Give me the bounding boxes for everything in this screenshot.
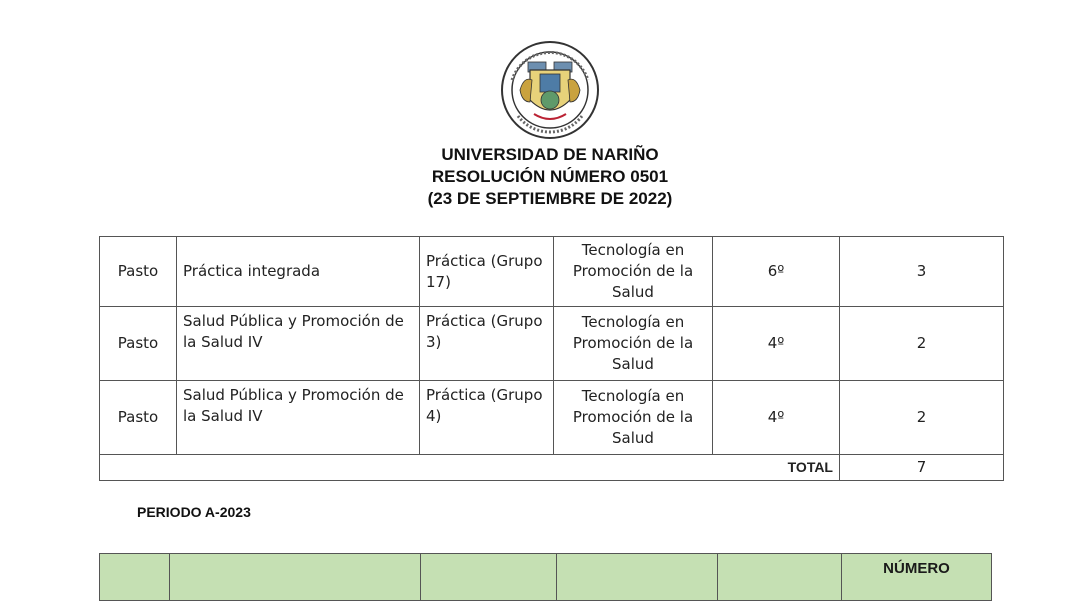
asignatura-cell: Salud Pública y Promoción de la Salud IV [177,381,420,455]
numero-cell: 3 [840,237,1004,307]
numero-cell: 2 [840,381,1004,455]
header-cell [718,554,842,601]
resolution-date: (23 DE SEPTIEMBRE DE 2022) [427,189,673,208]
university-name: UNIVERSIDAD DE NARIÑO [441,145,659,164]
resolution-number: RESOLUCIÓN NÚMERO 0501 [431,167,669,186]
semestre-cell: 4º [713,307,840,381]
period-heading: PERIODO A-2023 [137,504,251,520]
document-header [0,144,1068,210]
semestre-cell: 6º [713,237,840,307]
period-table-header [99,553,992,601]
tipo-cell: Práctica (Grupo 3) [420,307,554,381]
table-row [100,237,1004,307]
header-row [100,554,992,601]
asignatura-cell: Salud Pública y Promoción de la Salud IV [177,307,420,381]
programa-cell: Tecnología en Promoción de la Salud [554,237,713,307]
university-seal-logo [500,40,600,140]
tipo-cell: Práctica (Grupo 4) [420,381,554,455]
sede-cell: Pasto [100,237,177,307]
courses-table [99,236,1004,481]
programa-cell: Tecnología en Promoción de la Salud [554,307,713,381]
sede-cell: Pasto [100,307,177,381]
numero-header: NÚMERO [842,554,992,601]
sede-cell: Pasto [100,381,177,455]
asignatura-cell: Práctica integrada [177,237,420,307]
table-row [100,307,1004,381]
total-label: TOTAL [100,455,840,481]
header-cell [100,554,170,601]
header-cell [421,554,557,601]
programa-cell: Tecnología en Promoción de la Salud [554,381,713,455]
table-row [100,381,1004,455]
header-cell [170,554,421,601]
header-cell [557,554,718,601]
total-value: 7 [840,455,1004,481]
total-row [100,455,1004,481]
semestre-cell: 4º [713,381,840,455]
numero-cell: 2 [840,307,1004,381]
tipo-cell: Práctica (Grupo 17) [420,237,554,307]
